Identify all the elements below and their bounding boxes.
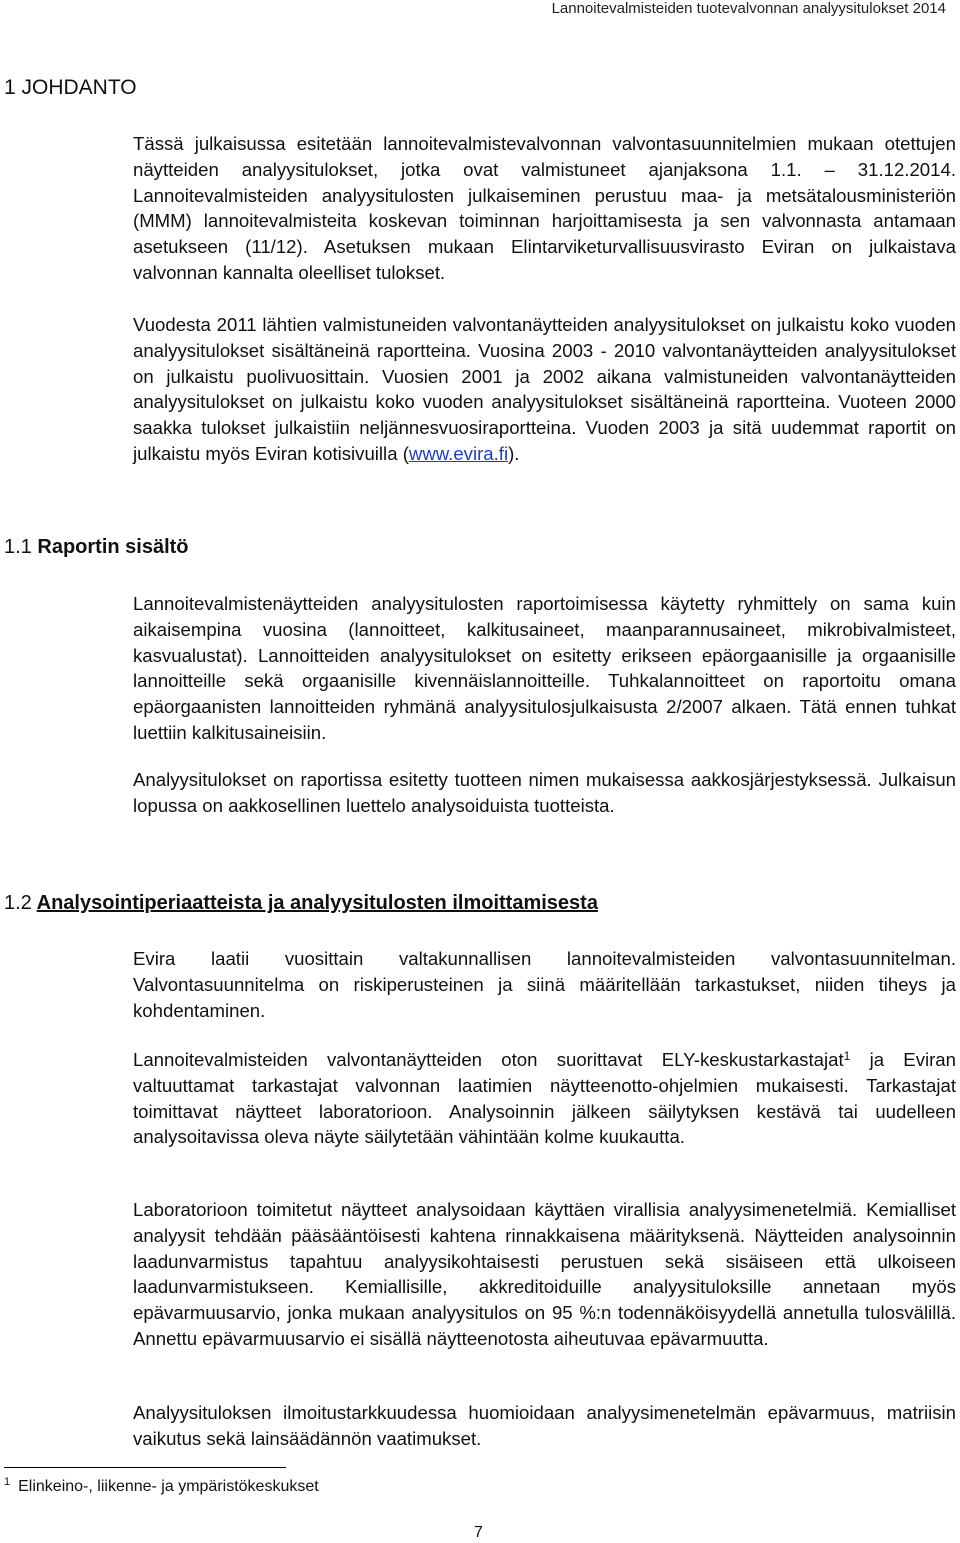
footnote-mark: 1 xyxy=(4,1476,11,1488)
section-number: 1.2 xyxy=(4,892,32,914)
running-header: Lannoitevalmisteiden tuotevalvonnan analyysitulokset 2014 xyxy=(551,0,946,17)
paragraph-sampling-text: Lannoitevalmisteiden valvontanäytteiden oton suorittavat ELY-keskustarkastajat xyxy=(133,1049,844,1070)
paragraph-reporting-accuracy: Analyysituloksen ilmoitustarkkuudessa huomioidaan analyysimenetelmän epävarmuus, matriisin vaikutus sekä lainsäädännön vaatimukset. xyxy=(133,1402,956,1449)
page-number: 7 xyxy=(474,1524,483,1541)
footnote-reference[interactable]: 1 xyxy=(843,1049,851,1063)
section-number: 1.1 xyxy=(4,536,32,558)
footnote-text: Elinkeino-, liikenne- ja ympäristökeskukset xyxy=(18,1478,319,1495)
paragraph-sampling xyxy=(133,1047,956,1150)
paragraph-history-text: Vuodesta 2011 lähtien valmistuneiden valvontanäytteiden analyysitulokset on julkaistu koko vuoden analyysitulokset sisältäneinä raportteina. Vuosina 2003 - 2010 valvontanäytteiden analyysitulokset on julkaistu puolivuosittain. Vuosien 2001 ja 2002 aikana valmistuneiden valvontanäytteiden analyysitulokset on julkaistu koko vuoden analyysitulokset sisältäneinä raportteina. Vuoteen 2000 saakka tulokset julkaistiin neljännesvuosiraportteina. Vuoden 2003 ja sitä uudemmat raportit on julkaistu myös Eviran kotisivuilla ( xyxy=(133,314,956,464)
paragraph-grouping: Lannoitevalmistenäytteiden analyysitulosten raportoimisessa käytetty ryhmittely on sama kuin aikaisempina vuosina (lannoitteet, kalkitusaineet, maanparannusaineet, mikrobivalmisteet, kasvualustat). Lannoitteiden analyysitulokset on esitetty erikseen epäorgaanisille ja orgaanisille lannoitteille sekä orgaanisille kivennäislannoitteille. Tuhkalannoitteet on raportoitu omana epäorgaanisten lannoitteiden ryhmänä analyysitulosjulkaisusta 2/2007 alkaen. Tätä ennen tuhkat luettiin kalkitusaineisiin. xyxy=(133,593,956,743)
paragraph-publication-history xyxy=(133,312,956,467)
footnote xyxy=(4,1478,319,1496)
paragraph-laboratory: Laboratorioon toimitetut näytteet analysoidaan käyttäen virallisia analyysimenetelmiä. Kemialliset analyysit tehdään pääsääntöisesti kahtena rinnakkaisena määrityksenä. Näytteiden analysoinnin laadunvarmistus tapahtuu analyysikohtaisesti perustuen sekä sisäiseen että ulkoiseen laadunvarmistukseen. Kemiallisille, akkreditoiduille analyysituloksille annetaan myös epävarmuusarvio, jonka mukaan analyysitulos on 95 %:n todennäköisyydellä annetulla tulosvälillä. Annettu epävarmuusarvio ei sisällä näytteenotosta aiheutuvaa epävarmuutta. xyxy=(133,1199,956,1349)
footnote-divider xyxy=(4,1467,286,1468)
paragraph-sampling-text-cont: ja Eviran valtuuttamat tarkastajat valvonnan laatimien näytteenotto-ohjelmien mukaisesti. Tarkastajat toimittavat näytteet laboratorioon. Analysoinnin jälkeen säilytyksen kestävä tai uudelleen analysoitavissa oleva näyte säilytetään vähintään kolme kuukautta. xyxy=(133,1049,956,1148)
paragraph-ordering: Analyysitulokset on raportissa esitetty tuotteen nimen mukaisessa aakkosjärjestyksessä. Julkaisun lopussa on aakkosellinen luettelo analysoiduista tuotteista. xyxy=(133,769,956,816)
paragraph-history-tail: ). xyxy=(508,442,520,464)
section-title: Analysointiperiaatteista ja analyysitulosten ilmoittamisesta xyxy=(36,892,598,914)
paragraph-intro: Tässä julkaisussa esitetään lannoitevalmistevalvonnan valvontasuunnitelmien mukaan otettujen näytteiden analyysitulokset, jotka ovat valmistuneet ajanjaksona 1.1. – 31.12.2014. Lannoitevalmisteiden analyysitulosten julkaiseminen perustuu maa- ja metsätalousministeriön (MMM) lannoitevalmisteita koskevan toiminnan harjoittamisesta ja sen valvonnasta antamaan asetukseen (11/12). Asetuksen mukaan Elintarviketurvallisuusvirasto Eviran on julkaistava valvonnan kannalta oleelliset tulokset. xyxy=(133,133,956,283)
section-heading-johdanto: 1 JOHDANTO xyxy=(4,76,137,99)
evira-website-link[interactable]: www.evira.fi xyxy=(408,442,509,464)
paragraph-valvontasuunnitelma: Evira laatii vuosittain valtakunnallisen lannoitevalmisteiden valvontasuunnitelman. Valvontasuunnitelma on riskiperusteinen ja siinä määritellään tarkastukset, niiden tiheys ja kohdentaminen. xyxy=(133,948,956,1021)
section-heading-raportin-sisalto xyxy=(4,536,189,559)
section-heading-analysointiperiaatteet xyxy=(4,892,598,915)
section-title: Raportin sisältö xyxy=(37,536,189,558)
